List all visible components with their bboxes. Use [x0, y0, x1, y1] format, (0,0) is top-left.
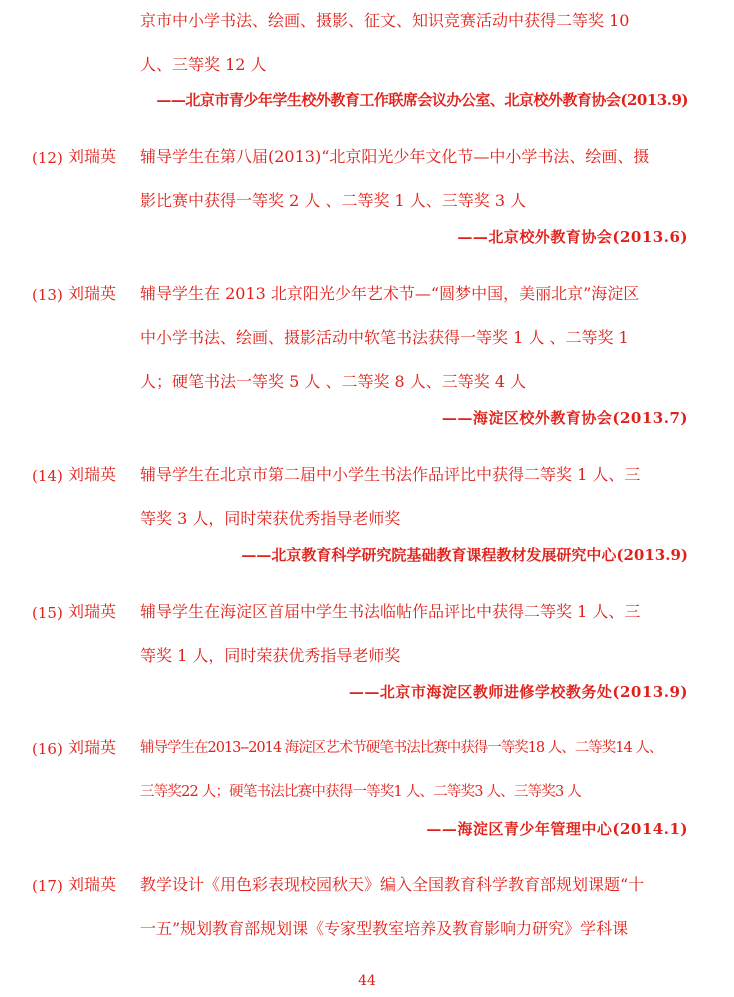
entry-13-line-3: 人；硬笔书法一等奖 5 人 、二等奖 8 人、三等奖 4 人	[140, 372, 527, 391]
entry-13-line-2: 中小学书法、绘画、摄影活动中软笔书法获得一等奖 1 人 、二等奖 1	[140, 328, 629, 347]
entry-16-line-1: 辅导学生在2013--2014 海淀区艺术节硬笔书法比赛中获得一等奖18 人、二等奖14 人、	[140, 740, 663, 756]
entry-12-line-1: 辅导学生在第八届(2013)“北京阳光少年文化节—中小学书法、绘画、摄	[140, 147, 650, 166]
entry-12-author: 刘瑞英	[68, 147, 117, 166]
entry-16-number: (16)	[32, 740, 63, 758]
entry-13-line-1: 辅导学生在 2013 北京阳光少年艺术节—“圆梦中国，美丽北京”海淀区	[140, 284, 640, 303]
entry-15-number: (15)	[32, 604, 63, 622]
entry-11-line-1: 京市中小学书法、绘画、摄影、征文、知识竞赛活动中获得二等奖 10	[140, 11, 630, 30]
entry-13-number: (13)	[32, 286, 63, 304]
entry-15-author: 刘瑞英	[68, 602, 117, 621]
entry-17-line-2: 一五”规划教育部规划课《专家型教室培养及教育影响力研究》学科课	[140, 919, 629, 938]
entry-16-line-2: 三等奖22 人；硬笔书法比赛中获得一等奖1 人、二等奖3 人、三等奖3 人	[140, 784, 581, 800]
entry-17-author: 刘瑞英	[68, 875, 117, 894]
entry-12-number: (12)	[32, 149, 63, 167]
entry-17-line-1: 教学设计《用色彩表现校园秋天》编入全国教育科学教育部规划课题“十	[140, 875, 645, 894]
entry-17-number: (17)	[32, 877, 63, 895]
entry-16-source: ——海淀区青少年管理中心(2014.1)	[426, 820, 688, 838]
entry-15-line-2: 等奖 1 人，同时荣获优秀指导老师奖	[140, 646, 401, 665]
entry-14-author: 刘瑞英	[68, 465, 117, 484]
entry-11-source: ——北京市青少年学生校外教育工作联席会议办公室、北京校外教育协会(2013.9)	[156, 91, 688, 109]
page-number: 44	[358, 973, 376, 989]
entry-11-line-2: 人、三等奖 12 人	[140, 55, 267, 74]
entry-14-source: ——北京教育科学研究院基础教育课程教材发展研究中心(2013.9)	[241, 546, 688, 564]
entry-15-source: ——北京市海淀区教师进修学校教务处(2013.9)	[348, 683, 688, 701]
entry-13-author: 刘瑞英	[68, 284, 117, 303]
entry-15-line-1: 辅导学生在海淀区首届中学生书法临帖作品评比中获得二等奖 1 人、三	[140, 602, 641, 621]
entry-12-line-2: 影比赛中获得一等奖 2 人 、二等奖 1 人、三等奖 3 人	[140, 191, 527, 210]
entry-12-source: ——北京校外教育协会(2013.6)	[457, 228, 688, 246]
entry-14-line-1: 辅导学生在北京市第二届中小学生书法作品评比中获得二等奖 1 人、三	[140, 465, 641, 484]
entry-13-source: ——海淀区校外教育协会(2013.7)	[441, 409, 688, 427]
entry-16-author: 刘瑞英	[68, 738, 117, 757]
entry-14-line-2: 等奖 3 人，同时荣获优秀指导老师奖	[140, 509, 401, 528]
entry-14-number: (14)	[32, 467, 63, 485]
